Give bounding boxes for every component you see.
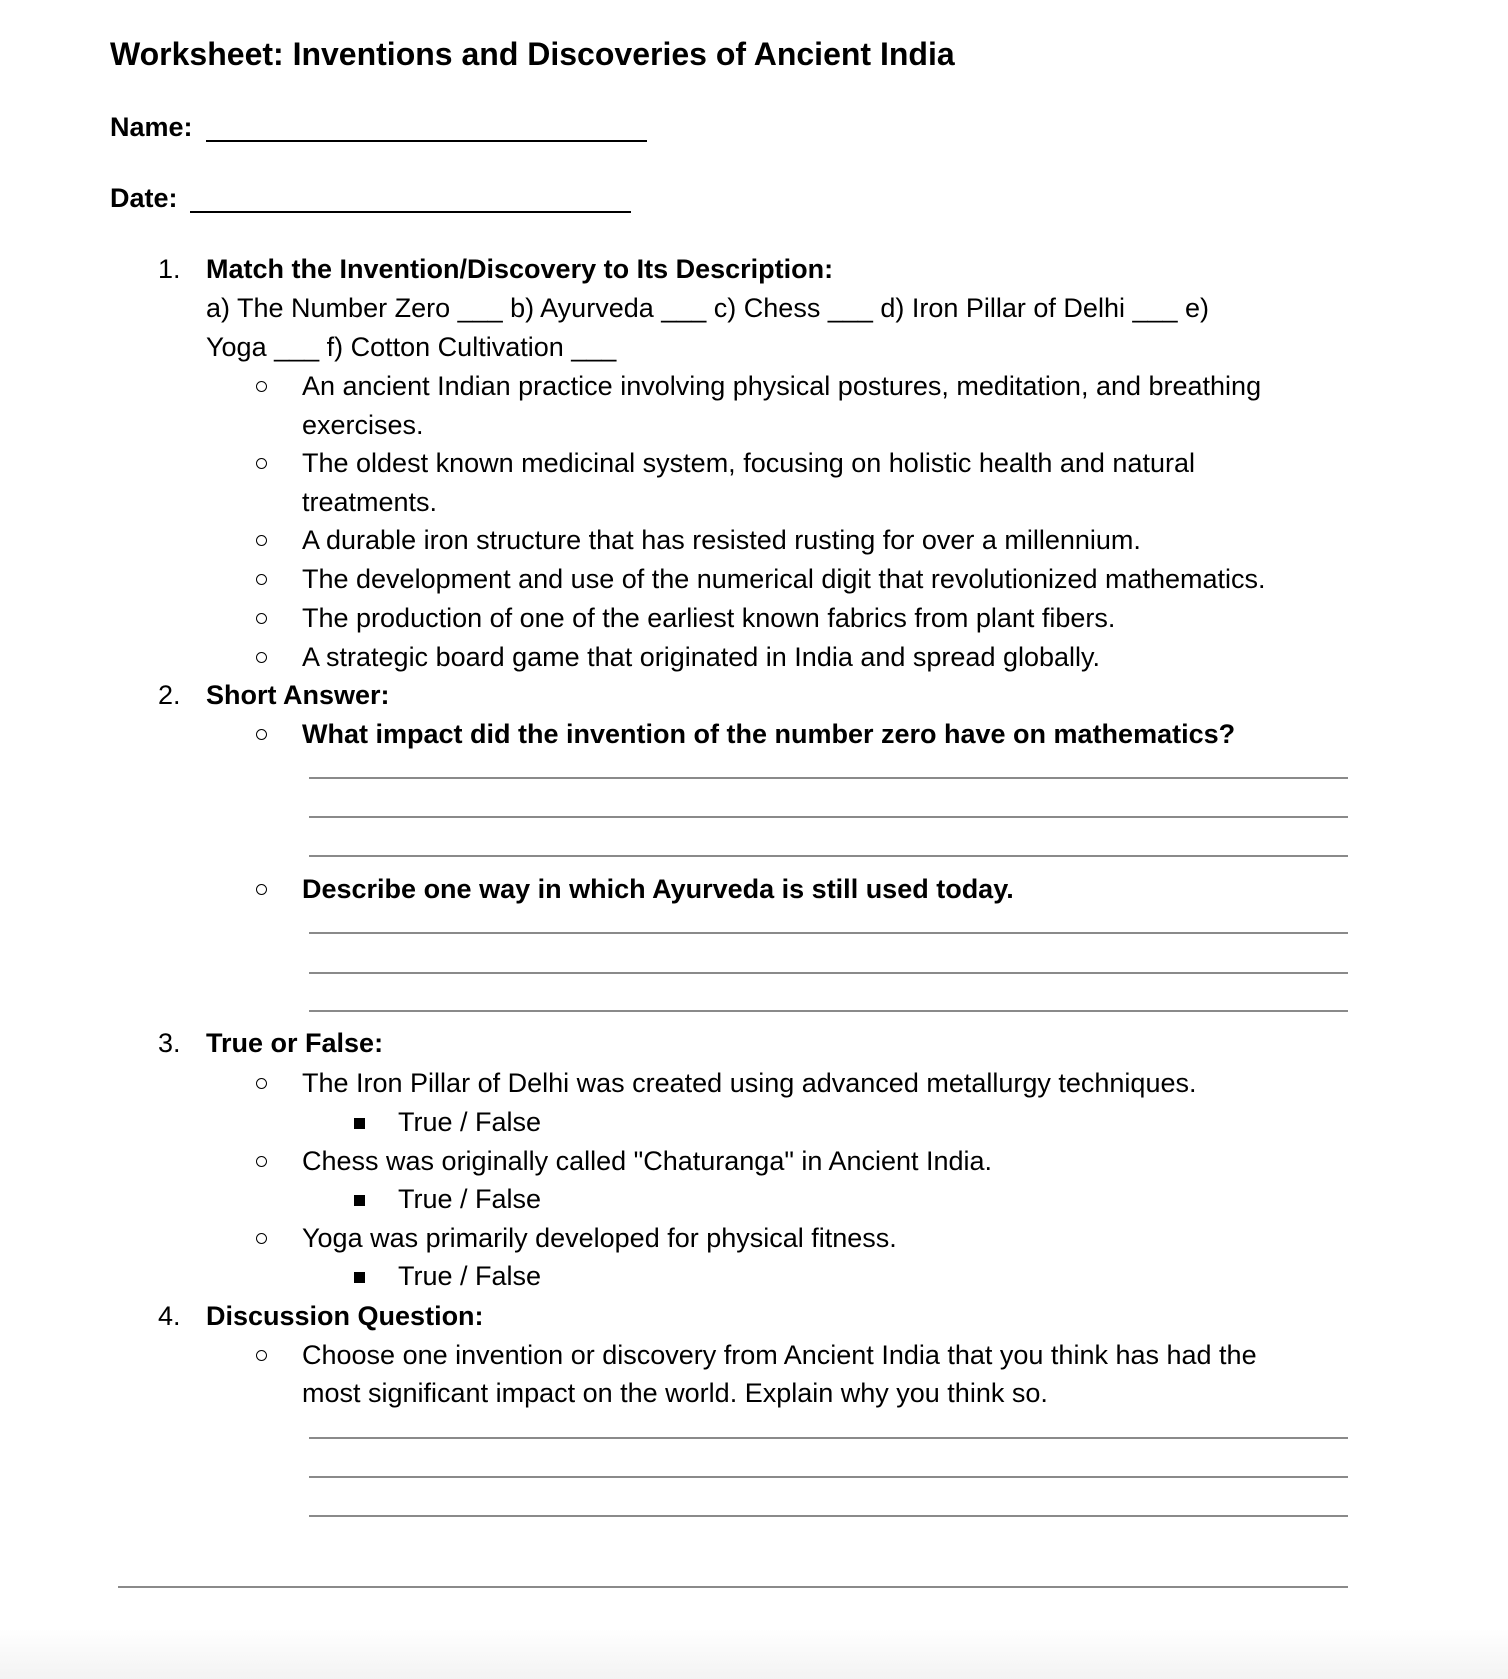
true-false-choice[interactable]: True / False [398, 1107, 542, 1137]
q3-statement: The Iron Pillar of Delhi was created using advanced metallurgy techniques. [302, 1068, 1197, 1098]
bullet-icon [256, 1156, 267, 1167]
answer-line[interactable] [309, 816, 1348, 818]
bullet-icon [256, 729, 267, 740]
square-bullet-icon [354, 1195, 365, 1206]
answer-line[interactable] [309, 1515, 1348, 1517]
bullet-icon [256, 1078, 267, 1089]
q3-statement: Yoga was primarily developed for physical fitness. [302, 1223, 897, 1253]
answer-line[interactable] [309, 932, 1348, 934]
bullet-icon [256, 884, 267, 895]
name-field[interactable] [206, 140, 647, 142]
answer-line[interactable] [309, 1476, 1348, 1478]
answer-line[interactable] [309, 777, 1348, 779]
bullet-icon [256, 381, 267, 392]
bottom-divider [118, 1586, 1348, 1588]
q3-number: 3. [158, 1028, 181, 1058]
answer-line[interactable] [309, 1010, 1348, 1012]
q1-description: The development and use of the numerical digit that revolutionized mathematics. [302, 564, 1266, 594]
q2-number: 2. [158, 680, 181, 710]
q1-options: Yoga ___ f) Cotton Cultivation ___ [206, 332, 617, 362]
q4-heading: Discussion Question: [206, 1301, 484, 1331]
date-label: Date: [110, 183, 178, 213]
q1-number: 1. [158, 254, 181, 284]
q1-description: The oldest known medicinal system, focusing on holistic health and natural [302, 448, 1195, 478]
answer-line[interactable] [309, 1437, 1348, 1439]
q3-heading: True or False: [206, 1028, 384, 1058]
q2-question: What impact did the invention of the number zero have on mathematics? [302, 719, 1236, 749]
q1-options: a) The Number Zero ___ b) Ayurveda ___ c) Chess ___ d) Iron Pillar of Delhi ___ e) [206, 293, 1210, 323]
q2-heading: Short Answer: [206, 680, 390, 710]
bullet-icon [256, 652, 267, 663]
bullet-icon [256, 1233, 267, 1244]
q4-prompt: most significant impact on the world. Explain why you think so. [302, 1378, 1048, 1408]
date-field[interactable] [190, 211, 631, 213]
page-bottom-shadow [0, 1629, 1508, 1679]
q1-description: A strategic board game that originated in India and spread globally. [302, 642, 1101, 672]
true-false-choice[interactable]: True / False [398, 1184, 542, 1214]
true-false-choice[interactable]: True / False [398, 1261, 542, 1291]
q1-description: treatments. [302, 487, 438, 517]
q4-prompt: Choose one invention or discovery from Ancient India that you think has had the [302, 1340, 1257, 1370]
q1-heading: Match the Invention/Discovery to Its Description: [206, 254, 834, 284]
page-title: Worksheet: Inventions and Discoveries of Ancient India [110, 36, 955, 72]
q1-description: The production of one of the earliest known fabrics from plant fibers. [302, 603, 1116, 633]
q1-description: exercises. [302, 410, 424, 440]
name-label: Name: [110, 112, 193, 142]
bullet-icon [256, 574, 267, 585]
bullet-icon [256, 458, 267, 469]
q2-question: Describe one way in which Ayurveda is still used today. [302, 874, 1014, 904]
q1-description: An ancient Indian practice involving physical postures, meditation, and breathing [302, 371, 1262, 401]
answer-line[interactable] [309, 972, 1348, 974]
q4-number: 4. [158, 1301, 181, 1331]
bullet-icon [256, 613, 267, 624]
q1-description: A durable iron structure that has resisted rusting for over a millennium. [302, 525, 1141, 555]
q3-statement: Chess was originally called "Chaturanga" in Ancient India. [302, 1146, 993, 1176]
answer-line[interactable] [309, 855, 1348, 857]
square-bullet-icon [354, 1118, 365, 1129]
bullet-icon [256, 1350, 267, 1361]
bullet-icon [256, 535, 267, 546]
square-bullet-icon [354, 1272, 365, 1283]
